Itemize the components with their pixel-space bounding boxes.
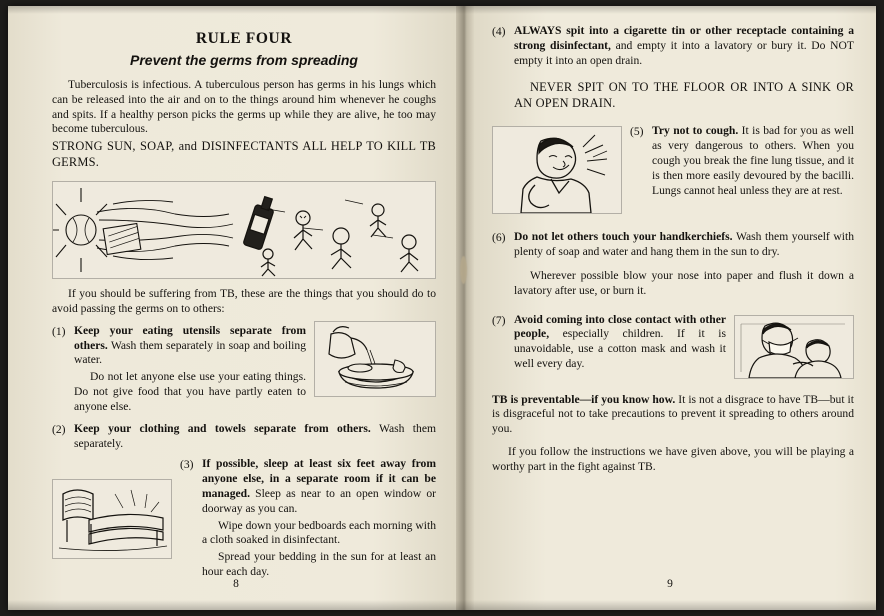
page-subtitle: Prevent the germs from spreading xyxy=(130,52,358,68)
list-item-body xyxy=(652,124,854,200)
washing-dishes-illustration xyxy=(314,321,436,397)
list-item-body xyxy=(514,24,854,70)
right-page-text-column xyxy=(492,24,854,477)
right-page xyxy=(464,6,876,610)
list-item-rest: Sleep as near to an open window or doorway as you can. xyxy=(202,487,436,515)
lead-in-paragraph: If you should be suffering from TB, these are the things that you should do to avoid passing the germs on to others: xyxy=(52,287,436,315)
list-item-number: (2) xyxy=(52,422,66,436)
list-item xyxy=(180,457,436,582)
list-item-3-wrapper xyxy=(52,457,436,582)
list-item-1-wrapper xyxy=(52,319,436,417)
left-page-number: 8 xyxy=(233,578,239,590)
list-item-extra: Wipe down your bedboards each morning with a cloth soaked in disinfectant. xyxy=(202,518,436,547)
list-item-body xyxy=(514,313,726,374)
never-spit-statement: NEVER SPIT ON TO THE FLOOR OR INTO A SINK OR AN OPEN DRAIN. xyxy=(514,80,854,111)
list-item-number: (1) xyxy=(52,324,66,338)
bed-illustration xyxy=(52,479,172,559)
man-coughing-illustration xyxy=(492,126,622,214)
page-spread xyxy=(8,6,876,610)
list-item xyxy=(630,124,854,200)
list-item-bold: ALWAYS spit into a cigarette tin or other receptacle containing a strong disinfectant, xyxy=(514,24,854,52)
list-item-rest: It is bad for you as well as very dangerous to others. When you cough you break the fine lung tissue, and it is then more easily devoured by the bacilli. Lungs cannot heal unless they are at rest. xyxy=(652,124,854,197)
list-item-number: (4) xyxy=(492,25,506,38)
list-item-extra-2: Spread your bedding in the sun for at least an hour each day. xyxy=(202,550,436,579)
list-item-rest: Wash them yourself with plenty of soap and water and hang them in the sun to dry. xyxy=(514,230,855,259)
list-item-5-wrapper xyxy=(492,124,854,218)
list-item-bold: Keep your eating utensils separate from others. xyxy=(74,323,306,352)
intro-paragraph: Tuberculosis is infectious. A tuberculous person has germs in his lungs which can be released into the air and on to the things around him whenever he coughs and spits. If a healthy person picks the germs up while they are alive, he too may become tuberculous. xyxy=(52,78,436,136)
list-item-body xyxy=(74,422,436,454)
closing-bold: TB is preventable—if you know how. xyxy=(492,392,676,406)
list-item-number: (6) xyxy=(492,231,506,245)
list-item-bold: Avoid coming into close contact with other people, xyxy=(514,312,726,341)
list-item-extra: Do not let anyone else use your eating things. Do not give food that you have partly eaten to anyone else. xyxy=(74,370,306,413)
list-item-rest: Wash them separately in soap and boiling water. xyxy=(74,338,306,367)
gutter-stain xyxy=(460,256,467,284)
caps-statement: STRONG SUN, SOAP, and DISINFECTANTS ALL HELP TO KILL TB GERMS. xyxy=(52,139,436,170)
list-item xyxy=(492,313,726,374)
list-item-bold: If possible, sleep at least six feet away from anyone else, in a separate room if it can be managed. xyxy=(202,457,436,500)
list-item xyxy=(492,230,854,300)
list-item-rest: especially children. If it is unavoidable, use a cotton mask and wash it well every day. xyxy=(514,327,726,371)
closing-paragraph xyxy=(492,393,854,437)
right-page-number: 9 xyxy=(667,578,673,590)
germs-fleeing-illustration xyxy=(52,181,436,279)
list-item-body xyxy=(514,230,854,300)
list-item-body xyxy=(74,324,306,417)
list-item-body xyxy=(202,457,436,582)
closing-rest: It is not a disgrace to have TB—but it is disgraceful not to take precautions to prevent it spreading to others around you. xyxy=(492,392,854,436)
list-item-bold: Do not let others touch your handkerchiefs. xyxy=(514,230,733,244)
final-paragraph: If you follow the instructions we have given above, you will be playing a worthy part in the fight against TB. xyxy=(492,445,854,473)
list-item-number: (5) xyxy=(630,125,644,139)
list-item-extra: Wherever possible blow your nose into paper and flush it down a lavatory after use, or burn it. xyxy=(514,268,854,297)
list-item-number: (7) xyxy=(492,313,506,327)
left-page-text-column xyxy=(52,26,436,582)
list-item xyxy=(492,24,854,70)
list-item-bold: Try not to cough. xyxy=(652,124,739,138)
list-item-7-wrapper xyxy=(492,313,854,383)
mother-with-mask-illustration xyxy=(734,315,854,379)
list-item xyxy=(52,324,306,417)
page-title: RULE FOUR xyxy=(195,30,293,47)
list-item xyxy=(52,422,436,454)
list-item-rest: Wash them separately. xyxy=(74,421,436,450)
left-page xyxy=(8,6,464,610)
book-gutter xyxy=(456,6,474,610)
list-item-number: (3) xyxy=(180,458,194,472)
list-item-rest: and empty it into a lavatory or bury it. Do NOT empty it into an open drain. xyxy=(514,38,854,67)
list-item-bold: Keep your clothing and towels separate from others. xyxy=(74,421,371,435)
